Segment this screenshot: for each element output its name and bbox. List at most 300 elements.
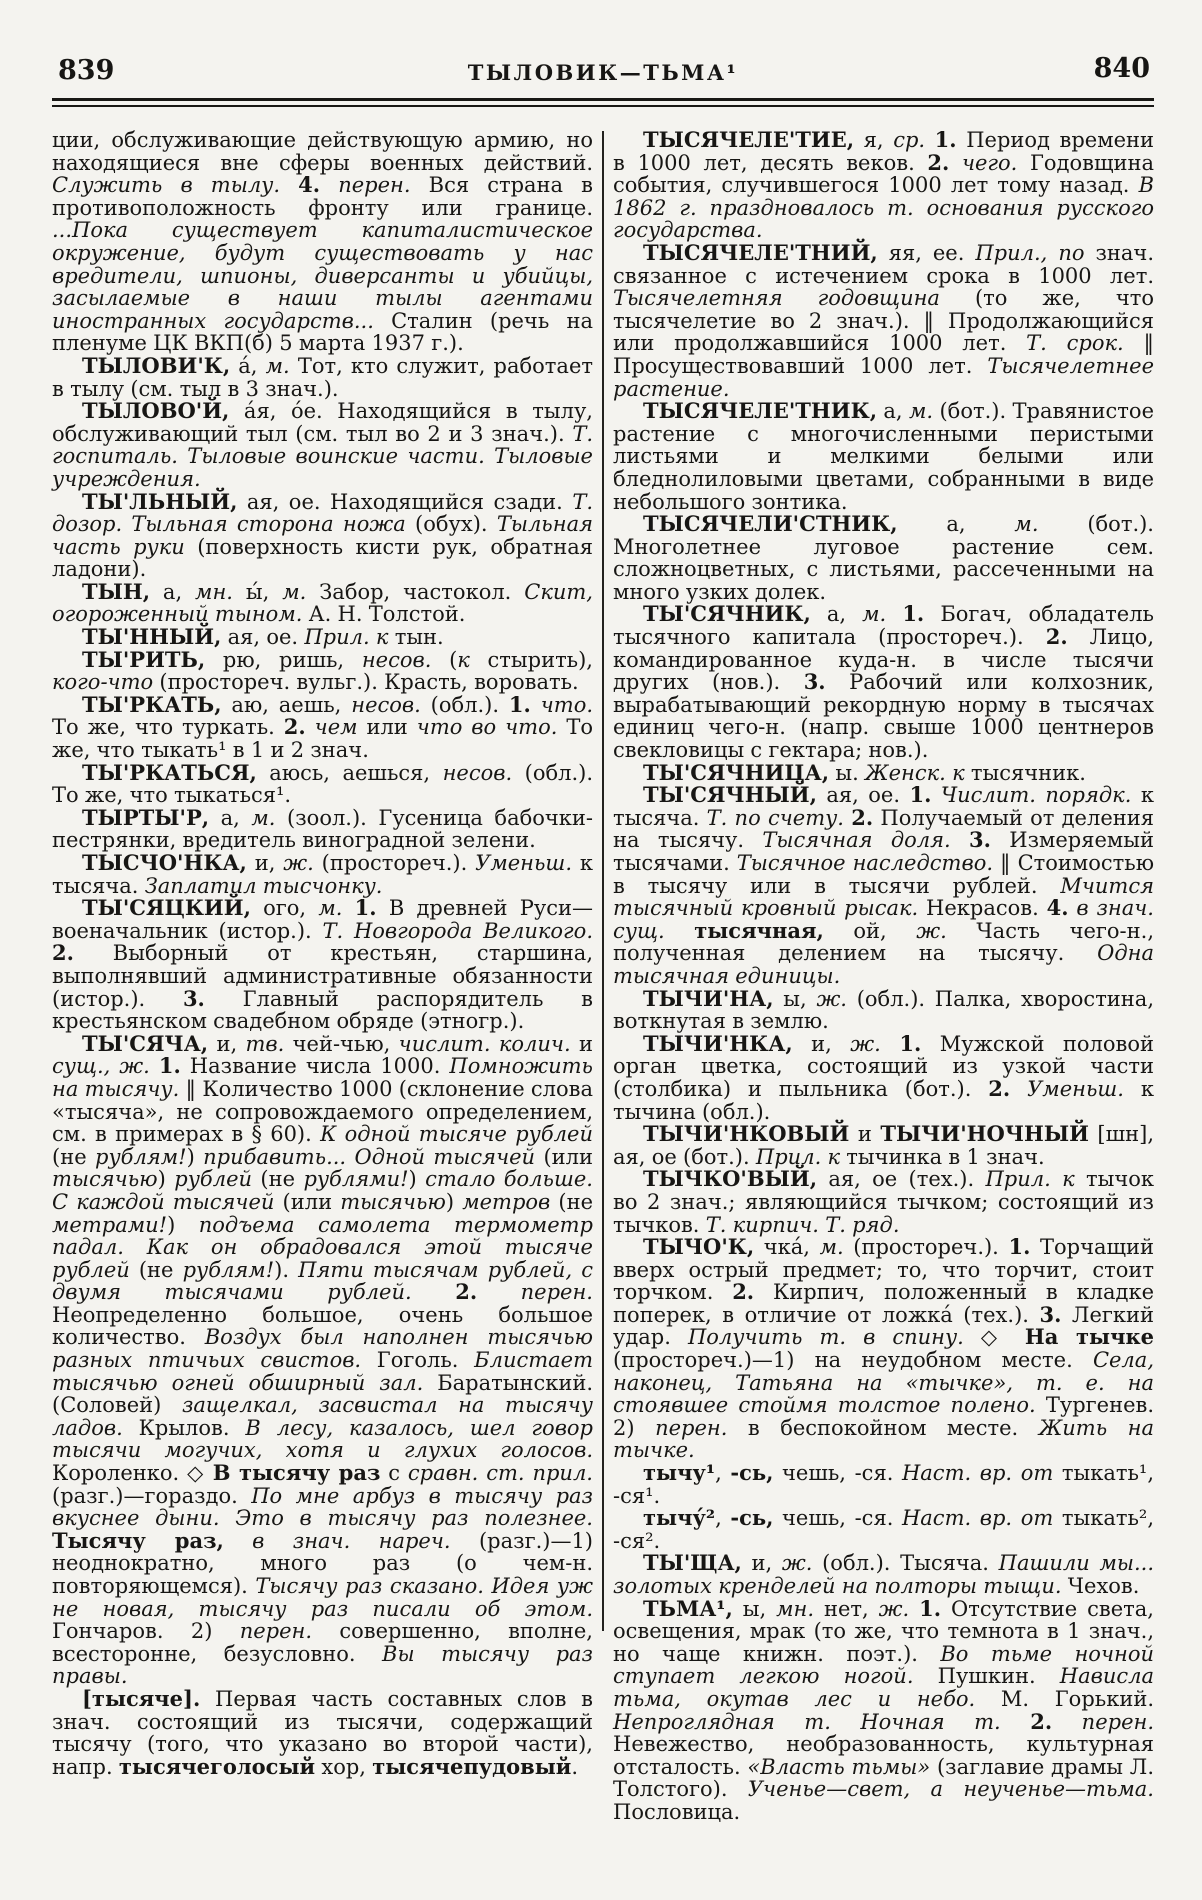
text-run bbox=[280, 173, 298, 197]
text-run: «Власть тьмы» bbox=[747, 1754, 931, 1779]
text-run bbox=[909, 1597, 919, 1621]
text-run: (простореч. вульг.). Красть, воровать. bbox=[153, 670, 579, 695]
text-run: [тысяче]. bbox=[82, 1685, 201, 1711]
text-run: мн. bbox=[195, 579, 233, 604]
dictionary-entry bbox=[52, 897, 593, 1033]
text-run: К одной тысяче рублей bbox=[320, 1122, 593, 1147]
text-run: или bbox=[357, 715, 417, 740]
text-run: метрами! bbox=[52, 1212, 168, 1237]
text-run: Т. госпиталь. Тыловые воинские части. Тыловые учреждения. bbox=[52, 421, 593, 491]
text-run bbox=[949, 151, 962, 175]
text-run: 1. bbox=[354, 895, 377, 921]
text-run: Наст. вр. от bbox=[901, 1461, 1054, 1486]
dictionary-entry bbox=[52, 804, 593, 853]
text-run: 1. bbox=[899, 1030, 922, 1056]
text-run: ТЫ'РИТЬ, bbox=[82, 646, 206, 672]
text-run: в знач. сущ. bbox=[613, 896, 1154, 943]
text-run: м. bbox=[265, 353, 290, 378]
text-run: ТЫЧИ'НКОВЫЙ bbox=[643, 1121, 850, 1147]
text-run: тысячепудовый bbox=[372, 1753, 572, 1779]
text-run: . bbox=[571, 1754, 579, 1779]
text-run: Прил., по bbox=[975, 240, 1085, 265]
dictionary-entry bbox=[613, 784, 1154, 987]
text-run: а, bbox=[209, 805, 252, 830]
text-run: (бот.). Многолетнее луговое растение сем. сложноцветных, с листьями, рассеченными на много узких долек. bbox=[613, 512, 1154, 604]
text-run: ) bbox=[157, 1167, 175, 1192]
text-run: Отсутствие света, освещения, мрак (то же, что темнота в 1 знач., но чаще книжн. поэт.). bbox=[613, 1596, 1154, 1666]
text-run: чешь, -ся. bbox=[773, 1506, 902, 1531]
text-run: 3. bbox=[182, 985, 205, 1011]
text-run: ср. bbox=[893, 128, 926, 152]
text-run: тыкать², -ся². bbox=[613, 1506, 1154, 1553]
text-run: Прил. к bbox=[304, 625, 389, 650]
text-run: ТЫ'ЩА, bbox=[643, 1550, 742, 1576]
text-run bbox=[951, 828, 969, 852]
text-run: а, bbox=[810, 602, 863, 627]
text-run: (обл.). bbox=[420, 692, 509, 717]
text-run: к тысяча. bbox=[52, 851, 594, 898]
text-run: перен. bbox=[338, 173, 411, 198]
dictionary-entry bbox=[613, 603, 1154, 761]
text-run: тысячная, bbox=[694, 917, 824, 943]
text-run: ТЫ'СЯЧНЫЙ, bbox=[643, 782, 817, 808]
text-run: ТЫ'СЯЧНИЦА, bbox=[643, 759, 830, 785]
text-run: а, bbox=[877, 399, 909, 424]
text-run: Короленко. ◇ bbox=[52, 1461, 213, 1486]
text-run: ТЫЧИ'НА, bbox=[643, 985, 774, 1011]
text-run: Ученье—свет, а неученье—тьма. bbox=[747, 1777, 1154, 1802]
text-run: Баратынский. (Соловей) bbox=[52, 1370, 593, 1418]
text-run: рублям! bbox=[95, 1144, 187, 1169]
text-run: рю, ришь, bbox=[205, 647, 362, 672]
text-run: Уменьш. bbox=[475, 851, 573, 875]
text-run: ТЫРТЫ'Р, bbox=[82, 804, 210, 830]
text-run: 3. bbox=[803, 669, 826, 695]
text-run: несов. bbox=[351, 692, 421, 717]
text-run: ая, ое. Находящийся сзади. bbox=[237, 489, 573, 514]
text-run: 2. bbox=[283, 714, 306, 740]
left-column bbox=[52, 129, 593, 1824]
text-run: ) bbox=[186, 1144, 204, 1169]
text-run: Нависла тьма, окутав лес и небо. bbox=[613, 1664, 1154, 1711]
text-run: Одна тысячная единицы. bbox=[613, 941, 1154, 988]
text-run: рублям! bbox=[182, 1257, 275, 1282]
text-run: Прил. к bbox=[985, 1167, 1075, 1192]
dictionary-entry bbox=[613, 239, 1154, 401]
text-run: ТЫСЯЧЕЛЕ'ТНИЙ, bbox=[643, 239, 878, 265]
text-run: Пословица. bbox=[613, 1799, 741, 1824]
text-run: 2. bbox=[988, 1075, 1011, 1101]
text-run: Рабочий или колхозник, вырабатывающий рекордную норму в тысячах единиц чего-н. (напр. свыше 1000 центнеров свекловицы с гектара; нов.). bbox=[613, 670, 1154, 763]
text-run: Скит, огороженный тыном. bbox=[52, 579, 593, 627]
text-run: Наст. вр. от bbox=[901, 1506, 1054, 1531]
text-run: Период времени в 1000 лет, десять веков. bbox=[613, 128, 1154, 175]
text-run: ◇ bbox=[963, 1325, 1025, 1350]
text-run: Уменьш. bbox=[1027, 1076, 1124, 1101]
text-run: Непроглядная т. Ночная т. bbox=[613, 1709, 1001, 1734]
text-run: стало больше. С каждой тысячей bbox=[52, 1167, 593, 1214]
right-column bbox=[613, 129, 1154, 1824]
text-run: ТЫЛОВО'Й, bbox=[82, 398, 230, 424]
text-run: Сталин (речь на пленуме ЦК ВКП(б) 5 марта 1937 г.). bbox=[52, 308, 593, 356]
text-run: ‖ Просуществовавший 1000 лет. bbox=[613, 331, 1154, 378]
text-run: (разг.)—1) неоднократно, много раз (о чем-н. повторяющемся). bbox=[52, 1528, 593, 1598]
text-run bbox=[931, 783, 940, 807]
text-run: Тысячелетняя годовщина bbox=[613, 286, 940, 311]
text-run: ТЫЧИ'НКА, bbox=[643, 1030, 793, 1056]
text-run: 1. bbox=[909, 782, 932, 808]
text-run: -сь, bbox=[730, 1460, 774, 1486]
text-run: (простореч.). bbox=[313, 851, 476, 875]
text-run: Мчится тысячный кровный рысак. bbox=[613, 873, 1154, 921]
text-run: 4. bbox=[298, 172, 321, 198]
text-run: (не bbox=[550, 1189, 594, 1214]
text-run: ж. bbox=[781, 1551, 813, 1576]
dictionary-entry bbox=[52, 646, 593, 695]
text-run: Получаемый от деления на тысячу. bbox=[613, 805, 1154, 853]
text-run: ТЫ'РКАТЬСЯ, bbox=[82, 759, 257, 785]
text-run: ТЫЛОВИ'К, bbox=[82, 352, 231, 378]
text-run: чешь, -ся. bbox=[773, 1461, 902, 1486]
text-run: Пашили мы... золотых кренделей на полторы тыщи. bbox=[613, 1551, 1155, 1598]
text-run: мн. bbox=[776, 1596, 815, 1621]
text-run: М. Горький. bbox=[975, 1686, 1154, 1711]
text-run: тысячью bbox=[340, 1189, 446, 1214]
text-run: Женск. к bbox=[865, 760, 965, 785]
dictionary-entry bbox=[52, 1030, 594, 1689]
text-run: Крылов. bbox=[122, 1415, 246, 1440]
text-run: Гоголь. bbox=[361, 1348, 475, 1373]
text-run: 1. bbox=[508, 691, 531, 717]
text-run: сущ., ж. bbox=[52, 1054, 150, 1079]
text-run: ы. bbox=[829, 760, 865, 785]
text-columns bbox=[52, 129, 1154, 1824]
text-run: тысячью bbox=[52, 1167, 158, 1192]
text-run: Измеряемый тысячами. bbox=[613, 828, 1154, 875]
page-number-right: 840 bbox=[1093, 53, 1150, 84]
text-run: 2. bbox=[851, 804, 874, 830]
text-run: тв. bbox=[245, 1031, 285, 1056]
text-run bbox=[1010, 1077, 1027, 1101]
text-run: 2. bbox=[1045, 624, 1068, 650]
text-run: Воздух был наполнен тысячью разных птичьих свистов. bbox=[52, 1325, 593, 1373]
text-run: ТЫСЯЧЕЛИ'СТНИК, bbox=[643, 511, 898, 537]
text-run: м. bbox=[862, 602, 887, 627]
text-run: Заплатил тысчонку. bbox=[144, 873, 383, 898]
text-run: ТЫСЯЧЕЛЕ'ТНИК, bbox=[643, 398, 878, 424]
text-run: м. bbox=[909, 399, 934, 424]
text-run: ы, bbox=[732, 1596, 777, 1621]
text-run: тычок во 2 знач.; являющийся тычком; состоящий из тычков. bbox=[613, 1167, 1154, 1237]
text-run: 4. bbox=[1046, 895, 1069, 921]
dictionary-entry bbox=[613, 513, 1154, 603]
text-run bbox=[320, 173, 338, 197]
text-run: Помножить на тысячу. bbox=[52, 1054, 593, 1101]
text-run: Годовщина события, случившегося 1000 лет тому назад. bbox=[613, 150, 1154, 198]
text-run: Тысячу раз, bbox=[52, 1527, 224, 1553]
text-run: -сь, bbox=[730, 1505, 774, 1531]
text-run: Т. Новгорода Великого. bbox=[322, 918, 593, 943]
text-run: ж. bbox=[283, 851, 314, 875]
text-run: 2. bbox=[455, 1279, 478, 1305]
text-run bbox=[150, 1054, 159, 1078]
text-run: ой, bbox=[823, 918, 917, 943]
text-run: 2. bbox=[732, 1279, 755, 1305]
text-run bbox=[1001, 1710, 1031, 1734]
dictionary-entry bbox=[613, 1168, 1154, 1236]
dictionary-entry bbox=[613, 1123, 1154, 1168]
text-run: аюсь, аешься, bbox=[256, 760, 443, 785]
text-run: 1. bbox=[934, 127, 957, 152]
text-run: (или bbox=[535, 1144, 593, 1169]
text-run: Торчащий вверх острый предмет; то, что торчит, стоит торчком. bbox=[613, 1235, 1154, 1305]
text-run: Тысячелетнее растение. bbox=[613, 353, 1154, 401]
text-run bbox=[531, 693, 541, 717]
text-run bbox=[1052, 1710, 1082, 1734]
text-run: Название числа 1000. bbox=[180, 1054, 450, 1079]
text-run: ТЫЧИ'НОЧНЫЙ bbox=[880, 1121, 1089, 1147]
dictionary-entry bbox=[52, 400, 593, 490]
dictionary-entry bbox=[52, 1685, 593, 1779]
text-run: 1. bbox=[919, 1595, 942, 1621]
text-run: Тысячное наследство. bbox=[736, 851, 994, 875]
column-divider bbox=[602, 131, 604, 1631]
text-run: тычу́² bbox=[643, 1505, 716, 1531]
text-run: ТЫН, bbox=[82, 578, 151, 604]
text-run: а, bbox=[150, 579, 196, 604]
text-run: и bbox=[849, 1122, 881, 1147]
text-run: стырить), bbox=[469, 647, 593, 672]
text-run: Жить на тычке. bbox=[613, 1415, 1155, 1463]
text-run: ТЫЧО'К, bbox=[643, 1234, 755, 1260]
text-run: (бот.). Травянистое растение с многочисленными перистыми листьями и мелкими белыми или бледнолиловыми цветами, собранными в виде небольшого зонтика. bbox=[613, 399, 1154, 514]
dictionary-entry bbox=[52, 691, 594, 763]
dictionary-entry bbox=[613, 1030, 1154, 1124]
text-run: перен. bbox=[655, 1415, 728, 1440]
text-run: несов. bbox=[361, 647, 432, 672]
text-run: Вся страна в противоположность фронту или границе. bbox=[52, 173, 593, 220]
dictionary-entry bbox=[52, 759, 593, 808]
text-run: А. Н. Толстой. bbox=[302, 602, 466, 627]
text-run: (обл.). Тысяча. bbox=[812, 1551, 999, 1576]
text-run: ) bbox=[167, 1212, 199, 1237]
text-run: ...Пока существует капиталистическое окружение, будут существовать у нас вредители, шпионы, диверсанты и убийцы, засылаемые в наши тылы агентами иностранных государств... bbox=[52, 218, 593, 333]
text-run: 3. bbox=[969, 827, 991, 853]
text-run: что. bbox=[540, 692, 594, 717]
text-run: Неопределенно большое, очень большое количество. bbox=[52, 1302, 593, 1350]
text-run: ж. bbox=[878, 1596, 910, 1621]
text-run: Т. по счету. bbox=[706, 805, 844, 830]
text-run: хор, bbox=[315, 1754, 373, 1779]
text-run: Прил. к bbox=[755, 1144, 841, 1169]
text-run: Т. кирпич. Т. ряд. bbox=[705, 1212, 900, 1237]
text-run: ) bbox=[445, 1189, 463, 1214]
text-run: (заглавие драмы Л. Толстого). bbox=[613, 1754, 1154, 1802]
text-run: В древней Руси—военачальник (истор.). bbox=[52, 896, 593, 943]
text-run: 3. bbox=[1039, 1301, 1062, 1327]
text-run: а, bbox=[897, 512, 1015, 537]
text-run: ции, обслуживающие действующую армию, но находящиеся вне сферы военных действий. bbox=[52, 128, 593, 175]
text-run: Некрасов. bbox=[918, 896, 1047, 921]
dictionary-entry bbox=[52, 852, 593, 897]
text-run: Вы тысячу раз правы. bbox=[52, 1641, 593, 1689]
text-run: тысячник. bbox=[964, 760, 1086, 785]
text-run: что во что. bbox=[416, 715, 558, 740]
text-run: с bbox=[380, 1461, 408, 1486]
text-run: Выборный от крестьян, старшина, выполнявший административные обязанности (истор.). bbox=[52, 941, 593, 1011]
text-run: Мужской половой орган цветка, состоящий из узкой части (столбика) и пыльника (бот.). bbox=[613, 1031, 1154, 1101]
text-run: Первая часть составных слов в знач. состоящий из тысячи, содержащий тысячу (того, что указано во второй части), напр. bbox=[52, 1686, 593, 1779]
text-run: ТЫ'РКАТЬ, bbox=[82, 691, 222, 717]
header-rule bbox=[52, 98, 1154, 107]
dictionary-entry bbox=[52, 626, 593, 649]
text-run: перен. bbox=[520, 1280, 593, 1305]
dictionary-entry bbox=[52, 488, 593, 582]
text-run: сравн. ст. прил. bbox=[407, 1461, 593, 1486]
text-run: чка́, bbox=[754, 1235, 820, 1260]
text-run: подъема самолета термометр падал. Как он обрадовался этой тысяче рублей bbox=[52, 1212, 593, 1282]
text-run: яя, ее. bbox=[877, 240, 976, 265]
text-run: ТЬМА¹, bbox=[643, 1595, 733, 1621]
text-run: прибавить... Одной тысячей bbox=[203, 1144, 536, 1169]
text-run: (обух). bbox=[405, 512, 497, 537]
text-run: ‖ Стоимостью в тысячу или в тысячи рублей. bbox=[613, 851, 1154, 898]
text-run: 2. bbox=[1030, 1708, 1053, 1734]
text-run: В 1862 г. праздновалось т. основания русского государства. bbox=[613, 173, 1154, 243]
text-run: в беспокойном месте. bbox=[727, 1415, 1039, 1440]
entry-continuation bbox=[52, 129, 593, 355]
text-run: ТЫ'СЯЧА, bbox=[82, 1030, 209, 1056]
text-run: Лицо, командированное куда-н. в числе тысячи других (нов.). bbox=[613, 625, 1154, 695]
text-run: нет, bbox=[814, 1596, 879, 1621]
text-run: (зоол.). Гусеница бабочки-пестрянки, вредитель виноградной зелени. bbox=[52, 805, 593, 853]
text-run: Получить т. в спину. bbox=[687, 1325, 964, 1350]
text-run: чей-чью, bbox=[284, 1031, 399, 1056]
text-run: 2. bbox=[52, 940, 74, 966]
text-run: к тысяча. bbox=[613, 783, 1154, 830]
text-run: Блистает тысячью огней обширный зал. bbox=[52, 1348, 594, 1395]
text-run: Кирпич, положенный в кладке поперек, в отличие от ложка́ (тех.). bbox=[613, 1280, 1154, 1327]
text-run: (поверхность кисти рук, обратная ладони). bbox=[52, 534, 593, 582]
text-run bbox=[412, 1280, 456, 1304]
text-run: Пушкин. bbox=[913, 1664, 1060, 1689]
dictionary-entry bbox=[613, 759, 1154, 785]
text-run: Тысячная доля. bbox=[762, 828, 951, 853]
text-run: В лесу, казалось, шел говор тысячи могучих, хотя и глухих голосов. bbox=[52, 1415, 593, 1463]
text-run: Невежество, необразованность, культурная отсталость. bbox=[613, 1732, 1154, 1779]
text-run: ТЫ'ННЫЙ, bbox=[82, 624, 222, 650]
text-run: тычу¹ bbox=[643, 1460, 716, 1486]
text-run: Служить в тылу. bbox=[52, 173, 281, 198]
text-run: к bbox=[457, 647, 470, 672]
text-run: несов. bbox=[442, 760, 513, 785]
page-number-left: 839 bbox=[58, 55, 115, 86]
text-run: чем bbox=[314, 715, 358, 740]
dictionary-entry bbox=[613, 1462, 1154, 1507]
text-run: аю, аешь, bbox=[221, 692, 352, 717]
text-run: рублей bbox=[174, 1167, 253, 1192]
text-run: тын. bbox=[388, 625, 444, 650]
text-run: ТЫЧКО'ВЫЙ, bbox=[643, 1166, 817, 1192]
text-run: (разг.)—гораздо. bbox=[52, 1483, 252, 1508]
text-run: защелкал, засвистал на тысячу ладов. bbox=[52, 1393, 593, 1440]
text-run: тыкать¹, -ся¹. bbox=[613, 1461, 1154, 1508]
text-run: 1. bbox=[1008, 1234, 1031, 1260]
dictionary-entry bbox=[52, 578, 593, 627]
text-run: и bbox=[570, 1031, 593, 1056]
text-run: То же, что тыкать¹ в 1 и 2 знач. bbox=[52, 715, 593, 763]
text-run: чего. bbox=[961, 150, 1018, 175]
text-run: ) bbox=[408, 1167, 426, 1192]
text-run: (простореч.). bbox=[843, 1235, 1009, 1260]
text-run bbox=[477, 1280, 521, 1304]
text-run: ы, bbox=[773, 986, 817, 1011]
text-run: Т. срок. bbox=[1026, 331, 1124, 356]
text-run: Тыльная часть руки bbox=[52, 512, 593, 559]
text-run: в знач. нареч. bbox=[252, 1528, 451, 1553]
text-run: ы́, bbox=[232, 579, 283, 604]
text-run: По мне арбуз в тысячу раз вкуснее дыни. Это в тысячу раз полезнее. bbox=[52, 1483, 594, 1531]
text-run: рублями! bbox=[303, 1167, 409, 1192]
dictionary-entry bbox=[613, 129, 1154, 242]
text-run: я, bbox=[854, 128, 894, 152]
text-run bbox=[306, 715, 315, 739]
running-head-title: ТЫЛОВИК—ТЬМА¹ bbox=[467, 60, 739, 85]
text-run: совершенно, вполне, всесторонне, безусловно. bbox=[52, 1619, 593, 1666]
text-run: Гончаров. 2) bbox=[52, 1619, 240, 1644]
page-header bbox=[52, 54, 1154, 92]
text-run: (не bbox=[129, 1257, 183, 1282]
text-run: м. bbox=[819, 1235, 844, 1260]
text-run: Т. дозор. Тыльная сторона ножа bbox=[52, 489, 593, 537]
text-run: м. bbox=[318, 896, 343, 921]
text-run bbox=[224, 1529, 252, 1553]
text-run bbox=[881, 1032, 899, 1056]
text-run: ТЫ'СЯЧНИК, bbox=[643, 601, 811, 627]
text-run: перен. bbox=[1081, 1709, 1155, 1734]
dictionary-entry bbox=[52, 352, 593, 401]
text-run: (или bbox=[274, 1189, 341, 1214]
text-run: тычинка в 1 знач. bbox=[840, 1144, 1045, 1169]
text-run: м. bbox=[282, 579, 307, 604]
text-run bbox=[665, 919, 695, 943]
text-run: , bbox=[715, 1506, 731, 1531]
text-run: ТЫСЧО'НКА, bbox=[82, 850, 247, 875]
text-run: (не bbox=[252, 1167, 304, 1192]
text-run: ж. bbox=[916, 918, 947, 943]
text-run: (обл.). То же, что тыкаться¹. bbox=[52, 760, 593, 808]
text-run: перен. bbox=[239, 1619, 313, 1644]
text-run: а́я, о́е. Находящийся в тылу, обслуживающий тыл (см. тыл во 2 и 3 знач.). bbox=[52, 399, 593, 446]
text-run: Пяти тысячам рублей, с двумя тысячами рублей. bbox=[52, 1257, 593, 1305]
text-run bbox=[925, 128, 935, 152]
text-run: и, bbox=[208, 1031, 246, 1056]
text-run: Часть чего-н., полученная делением на тысячу. bbox=[613, 918, 1154, 966]
text-run: ( bbox=[431, 647, 458, 672]
text-run: На тычке bbox=[1024, 1324, 1154, 1350]
text-run: м. bbox=[1014, 512, 1039, 537]
text-run: Села, наконец, Татьяна на «тычке», т. е. на стоявшее стоймя толстое полено. bbox=[613, 1348, 1154, 1418]
text-run: (обл.). Палка, хворостина, воткнутая в землю. bbox=[613, 986, 1154, 1034]
text-run: Забор, частокол. bbox=[306, 579, 525, 604]
text-run bbox=[342, 896, 354, 920]
text-run: знач. связанное с истечением срока в 1000 лет. bbox=[613, 240, 1154, 288]
text-run: Тот, кто служит, работает в тылу (см. тыл в 3 знач.). bbox=[52, 353, 593, 401]
text-run: ТЫ'ЛЬНЫЙ, bbox=[82, 488, 238, 514]
text-run: Главный распорядитель в крестьянском свадебном обряде (этногр.). bbox=[52, 986, 593, 1034]
text-run: (простореч.)—1) на неудобном месте. bbox=[613, 1348, 1093, 1373]
text-run: а́, bbox=[230, 353, 266, 378]
